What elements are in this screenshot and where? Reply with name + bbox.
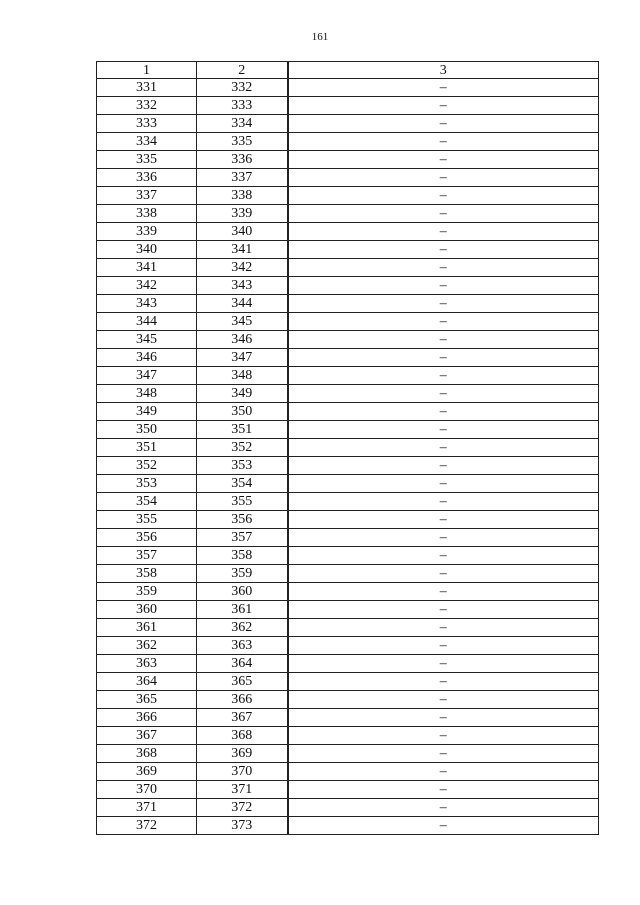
table-row [97,349,599,367]
table-cell-col2: 333 [197,97,288,115]
table-cell-col1: 346 [97,349,197,367]
table-cell-col3: – [288,601,599,619]
table-cell-col2: 334 [197,115,288,133]
table-cell-col3: – [288,187,599,205]
table-cell-col1: 371 [97,799,197,817]
table-cell-col1: 348 [97,385,197,403]
table-cell-col3: – [288,97,599,115]
table-row [97,547,599,565]
table-cell-col2: 343 [197,277,288,295]
table-cell-col1: 332 [97,97,197,115]
table-cell-col1: 335 [97,151,197,169]
table-row [97,601,599,619]
table-body [97,79,599,835]
table-row [97,727,599,745]
table-cell-col1: 361 [97,619,197,637]
table-cell-col2: 352 [197,439,288,457]
table-cell-col3: – [288,313,599,331]
table-cell-col3: – [288,763,599,781]
table-row [97,259,599,277]
table-cell-col1: 337 [97,187,197,205]
table-cell-col1: 370 [97,781,197,799]
table-row [97,655,599,673]
table-cell-col2: 339 [197,205,288,223]
table-cell-col1: 350 [97,421,197,439]
table-row [97,439,599,457]
table-cell-col3: – [288,79,599,97]
table-cell-col2: 340 [197,223,288,241]
table-cell-col2: 345 [197,313,288,331]
column-header-2: 2 [197,62,288,79]
table-cell-col1: 359 [97,583,197,601]
table-cell-col2: 344 [197,295,288,313]
table-cell-col1: 343 [97,295,197,313]
table-cell-col2: 356 [197,511,288,529]
table-cell-col3: – [288,655,599,673]
table-cell-col1: 358 [97,565,197,583]
table-cell-col1: 334 [97,133,197,151]
table-row [97,403,599,421]
table-cell-col1: 356 [97,529,197,547]
table-cell-col1: 351 [97,439,197,457]
table-cell-col2: 363 [197,637,288,655]
table-cell-col1: 336 [97,169,197,187]
table-cell-col3: – [288,511,599,529]
table-cell-col2: 353 [197,457,288,475]
table-row [97,97,599,115]
page-number: 161 [311,31,329,43]
table-cell-col2: 355 [197,493,288,511]
table-cell-col1: 364 [97,673,197,691]
table-cell-col2: 362 [197,619,288,637]
table-cell-col2: 369 [197,745,288,763]
table-cell-col2: 350 [197,403,288,421]
table-cell-col3: – [288,421,599,439]
table-cell-col3: – [288,277,599,295]
table-cell-col2: 357 [197,529,288,547]
table-cell-col1: 349 [97,403,197,421]
table-cell-col2: 364 [197,655,288,673]
table-cell-col3: – [288,475,599,493]
table-cell-col3: – [288,529,599,547]
table-cell-col3: – [288,205,599,223]
table-cell-col2: 351 [197,421,288,439]
table-cell-col1: 355 [97,511,197,529]
table-row [97,187,599,205]
table-cell-col3: – [288,799,599,817]
table-row [97,295,599,313]
table-row [97,763,599,781]
table-cell-col1: 345 [97,331,197,349]
table-cell-col3: – [288,367,599,385]
table-row [97,79,599,97]
table-cell-col1: 365 [97,691,197,709]
table-cell-col2: 366 [197,691,288,709]
table-row [97,205,599,223]
column-header-1: 1 [97,62,197,79]
table-cell-col3: – [288,169,599,187]
table-cell-col3: – [288,619,599,637]
table-header [97,62,599,79]
table-cell-col3: – [288,331,599,349]
table-row [97,691,599,709]
table-row [97,583,599,601]
table-cell-col1: 331 [97,79,197,97]
table-cell-col2: 365 [197,673,288,691]
table-row [97,475,599,493]
table-cell-col2: 370 [197,763,288,781]
table-cell-col3: – [288,691,599,709]
table-row [97,331,599,349]
table-header-row [97,62,599,79]
table-row [97,223,599,241]
table-cell-col1: 372 [97,817,197,835]
table-row [97,169,599,187]
table-cell-col2: 367 [197,709,288,727]
table-cell-col1: 344 [97,313,197,331]
table-cell-col2: 348 [197,367,288,385]
table-cell-col2: 337 [197,169,288,187]
table-cell-col3: – [288,583,599,601]
table-cell-col1: 354 [97,493,197,511]
table-row [97,493,599,511]
table-row [97,529,599,547]
table-cell-col2: 359 [197,565,288,583]
table-cell-col1: 357 [97,547,197,565]
table-cell-col3: – [288,547,599,565]
table-cell-col1: 340 [97,241,197,259]
table-cell-col2: 346 [197,331,288,349]
table-row [97,385,599,403]
table-cell-col2: 368 [197,727,288,745]
table-row [97,673,599,691]
table-row [97,511,599,529]
table-cell-col2: 371 [197,781,288,799]
table-cell-col1: 338 [97,205,197,223]
table-cell-col3: – [288,493,599,511]
table-cell-col3: – [288,709,599,727]
table-cell-col2: 347 [197,349,288,367]
table-cell-col2: 361 [197,601,288,619]
table-cell-col1: 347 [97,367,197,385]
table-cell-col2: 342 [197,259,288,277]
table-cell-col2: 358 [197,547,288,565]
table-row [97,817,599,835]
table-cell-col3: – [288,295,599,313]
table-row [97,133,599,151]
table-row [97,745,599,763]
table-row [97,241,599,259]
table-row [97,277,599,295]
table-row [97,799,599,817]
table-cell-col2: 336 [197,151,288,169]
data-table [96,61,599,835]
table-cell-col3: – [288,223,599,241]
table-cell-col1: 363 [97,655,197,673]
table-cell-col3: – [288,115,599,133]
table-cell-col3: – [288,637,599,655]
table-row [97,367,599,385]
table-cell-col1: 368 [97,745,197,763]
table-cell-col2: 372 [197,799,288,817]
table-cell-col3: – [288,781,599,799]
table-cell-col2: 360 [197,583,288,601]
table-row [97,709,599,727]
table-cell-col1: 367 [97,727,197,745]
table-row [97,619,599,637]
table-cell-col2: 332 [197,79,288,97]
table-cell-col2: 338 [197,187,288,205]
table-cell-col3: – [288,385,599,403]
column-header-3: 3 [288,62,599,79]
table-cell-col1: 366 [97,709,197,727]
table-cell-col1: 369 [97,763,197,781]
table-cell-col3: – [288,241,599,259]
table-cell-col1: 352 [97,457,197,475]
table-cell-col1: 341 [97,259,197,277]
table-row [97,637,599,655]
table-cell-col3: – [288,457,599,475]
table-row [97,457,599,475]
table-cell-col3: – [288,349,599,367]
table-cell-col3: – [288,673,599,691]
table-cell-col1: 362 [97,637,197,655]
table-cell-col3: – [288,745,599,763]
table-cell-col2: 341 [197,241,288,259]
table-cell-col2: 354 [197,475,288,493]
table-cell-col3: – [288,817,599,835]
table-cell-col3: – [288,259,599,277]
table-row [97,151,599,169]
table-cell-col1: 360 [97,601,197,619]
table-cell-col1: 353 [97,475,197,493]
table-cell-col2: 373 [197,817,288,835]
table-cell-col3: – [288,133,599,151]
table-cell-col3: – [288,727,599,745]
table-cell-col1: 339 [97,223,197,241]
table-row [97,115,599,133]
table-row [97,781,599,799]
table-cell-col3: – [288,403,599,421]
table-row [97,565,599,583]
table-cell-col3: – [288,439,599,457]
table-cell-col2: 349 [197,385,288,403]
table-cell-col1: 342 [97,277,197,295]
table-cell-col3: – [288,565,599,583]
table-cell-col3: – [288,151,599,169]
table-cell-col2: 335 [197,133,288,151]
table-cell-col1: 333 [97,115,197,133]
table-row [97,313,599,331]
table-row [97,421,599,439]
